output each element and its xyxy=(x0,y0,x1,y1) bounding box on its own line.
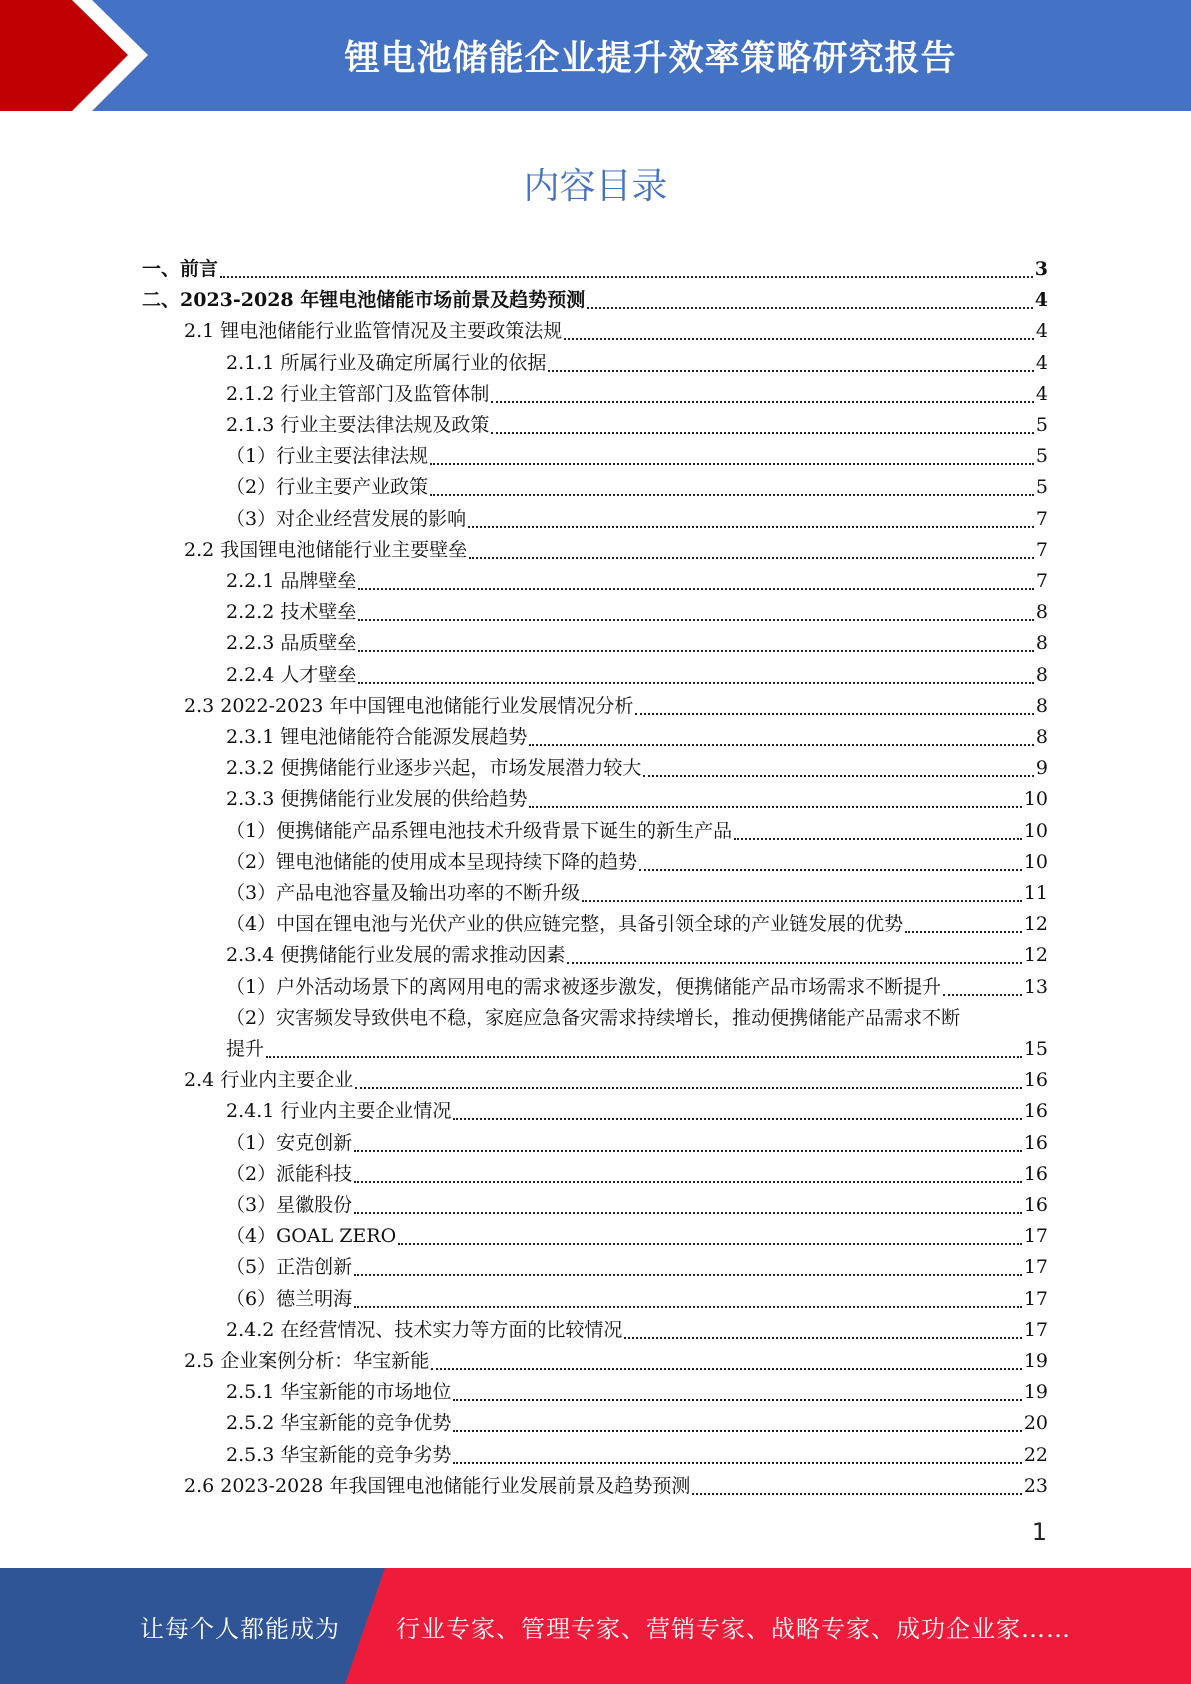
toc-entry-page: 10 xyxy=(1023,850,1048,873)
toc-entry-label: （1）户外活动场景下的离网用电的需求被逐步激发，便携储能产品市场需求不断提升 xyxy=(226,975,942,998)
toc-entry[interactable] xyxy=(226,1440,1048,1471)
toc-entry[interactable] xyxy=(226,1284,1048,1315)
toc-entry-label: 2.2 我国锂电池储能行业主要壁垒 xyxy=(184,538,468,561)
toc-entry-label: 2.4.1 行业内主要企业情况 xyxy=(226,1100,452,1123)
toc-entry-label: （3）对企业经营发展的影响 xyxy=(226,507,467,530)
toc-entry[interactable] xyxy=(226,1315,1048,1346)
toc-dot-leader xyxy=(354,1181,1022,1183)
toc-entry-page: 17 xyxy=(1023,1287,1048,1310)
toc-dot-leader xyxy=(220,276,1033,278)
toc-entry-label: （1）行业主要法律法规 xyxy=(226,445,429,468)
toc-entry-page: 19 xyxy=(1023,1381,1048,1404)
toc-dot-leader xyxy=(639,869,1022,871)
toc-entry-page: 16 xyxy=(1023,1194,1048,1216)
toc-entry[interactable] xyxy=(142,254,1048,285)
toc-dot-leader xyxy=(567,962,1021,964)
toc-entry-label: 2.4 行业内主要企业 xyxy=(184,1069,354,1092)
toc-entry[interactable] xyxy=(226,753,1048,784)
toc-dot-leader xyxy=(354,1274,1022,1276)
toc-entry[interactable] xyxy=(226,348,1048,379)
toc-dot-leader xyxy=(358,619,1034,621)
toc-entry-label: 一、前言 xyxy=(142,258,219,280)
toc-dot-leader xyxy=(491,401,1034,403)
toc-dot-leader xyxy=(358,650,1034,652)
toc-dot-leader xyxy=(529,744,1034,746)
toc-dot-leader xyxy=(529,806,1021,808)
toc-entry-label: 二、2023-2028 年锂电池储能市场前景及趋势预测 xyxy=(142,289,586,312)
toc-entry[interactable] xyxy=(226,628,1048,659)
toc-entry-label: （6）德兰明海 xyxy=(226,1287,353,1310)
toc-dot-leader xyxy=(354,1306,1022,1308)
toc-dot-leader xyxy=(582,900,1022,902)
toc-entry[interactable] xyxy=(226,660,1048,691)
toc-dot-leader xyxy=(468,526,1034,528)
toc-dot-leader xyxy=(358,588,1034,590)
toc-entry-page: 7 xyxy=(1035,507,1048,530)
toc-entry-label: 2.4.2 在经营情况、技术实力等方面的比较情况 xyxy=(226,1318,623,1341)
toc-entry[interactable] xyxy=(226,909,1048,940)
toc-entry-continuation[interactable] xyxy=(226,1034,1048,1065)
toc-dot-leader xyxy=(453,1462,1021,1464)
toc-entry[interactable] xyxy=(184,316,1048,347)
toc-entry[interactable] xyxy=(184,1065,1048,1096)
toc-entry-label: 2.2.2 技术壁垒 xyxy=(226,601,357,624)
toc-entry-label: 2.5 企业案例分析：华宝新能 xyxy=(184,1350,430,1372)
toc-entry[interactable] xyxy=(226,472,1048,503)
toc-entry-page: 7 xyxy=(1035,538,1048,561)
toc-entry-page: 13 xyxy=(1023,975,1048,998)
toc-entry-page: 22 xyxy=(1023,1443,1048,1466)
footer-slogan-right: 行业专家、管理专家、营销专家、战略专家、成功企业家…… xyxy=(396,1614,1071,1643)
toc-entry-page: 15 xyxy=(1023,1038,1048,1060)
toc-entry-label: 2.2.4 人才壁垒 xyxy=(226,663,357,686)
toc-entry-label: （1）安克创新 xyxy=(226,1131,353,1154)
toc-entry[interactable] xyxy=(226,940,1048,971)
toc-entry-page: 7 xyxy=(1035,570,1048,592)
toc-entry-label: 2.3 2022-2023 年中国锂电池储能行业发展情况分析 xyxy=(184,694,634,717)
toc-entry[interactable] xyxy=(184,1471,1048,1502)
toc-dot-leader xyxy=(734,838,1022,840)
toc-entry-label: （2）锂电池储能的使用成本呈现持续下降的趋势 xyxy=(226,850,638,873)
toc-entry-page: 9 xyxy=(1035,757,1048,780)
toc-dot-leader xyxy=(430,463,1034,465)
toc-dot-leader xyxy=(266,1056,1022,1058)
toc-entry-label: 2.6 2023-2028 年我国锂电池储能行业发展前景及趋势预测 xyxy=(184,1474,691,1497)
toc-entry[interactable] xyxy=(226,847,1048,878)
toc-entry-page: 8 xyxy=(1035,632,1048,655)
toc-dot-leader xyxy=(398,1243,1022,1245)
header-band xyxy=(0,0,1191,111)
toc-entry[interactable] xyxy=(226,566,1048,597)
toc-entry[interactable] xyxy=(226,1221,1048,1252)
toc-heading: 内容目录 xyxy=(523,166,668,207)
toc-entry-label: 2.2.1 品牌壁垒 xyxy=(226,570,357,592)
toc-entry-page: 8 xyxy=(1035,694,1048,717)
toc-dot-leader xyxy=(548,370,1034,372)
toc-entry-label: （3）星徽股份 xyxy=(226,1194,353,1216)
toc-entry[interactable] xyxy=(226,816,1048,847)
toc-entry-page: 11 xyxy=(1023,882,1048,904)
toc-entry-page: 16 xyxy=(1023,1069,1048,1092)
toc-entry[interactable] xyxy=(226,379,1048,410)
toc-entry[interactable] xyxy=(226,1252,1048,1283)
toc-entry-label: （2）灾害频发导致供电不稳，家庭应急备灾需求持续增长，推动便携储能产品需求不断 xyxy=(226,1006,961,1029)
toc-entry-page: 20 xyxy=(1023,1412,1048,1435)
toc-entry-label: 2.2.3 品质壁垒 xyxy=(226,632,357,655)
toc-entry-page: 17 xyxy=(1023,1225,1048,1248)
toc-entry[interactable] xyxy=(226,504,1048,535)
toc-entry[interactable] xyxy=(226,441,1048,472)
toc-entry[interactable] xyxy=(226,1096,1048,1127)
footer-slogan-left: 让每个人都能成为 xyxy=(140,1614,340,1643)
toc-dot-leader xyxy=(469,557,1034,559)
page-number: 1 xyxy=(1031,1518,1047,1546)
toc-entry-label: 2.5.1 华宝新能的市场地位 xyxy=(226,1381,452,1404)
toc-entry[interactable] xyxy=(226,722,1048,753)
toc-dot-leader xyxy=(431,1368,1022,1370)
toc-entry-label: 2.1.2 行业主管部门及监管体制 xyxy=(226,382,490,405)
toc-dot-leader xyxy=(643,775,1034,777)
report-title: 锂电池储能企业提升效率策略研究报告 xyxy=(344,38,957,79)
toc-entry-label: 2.1.3 行业主要法律法规及政策 xyxy=(226,414,490,436)
toc-entry-page: 4 xyxy=(1034,289,1048,312)
toc-entry[interactable] xyxy=(226,597,1048,628)
toc-entry[interactable] xyxy=(226,1377,1048,1408)
toc-entry[interactable] xyxy=(226,784,1048,815)
toc-dot-leader xyxy=(587,307,1033,309)
toc-entry-page: 5 xyxy=(1035,414,1048,436)
toc-dot-leader xyxy=(453,1430,1021,1432)
toc-entry-page: 16 xyxy=(1023,1162,1048,1185)
toc-entry-label: 提升 xyxy=(226,1038,265,1060)
toc-entry-page: 4 xyxy=(1035,320,1048,343)
toc-entry-page: 17 xyxy=(1023,1318,1048,1341)
toc-entry-page: 8 xyxy=(1035,601,1048,624)
toc-entry-label: （5）正浩创新 xyxy=(226,1256,353,1279)
toc-dot-leader xyxy=(491,432,1034,434)
toc-entry-page: 3 xyxy=(1034,258,1048,280)
toc-entry-label: 2.1 锂电池储能行业监管情况及主要政策法规 xyxy=(184,320,563,343)
toc-entry-page: 5 xyxy=(1035,445,1048,468)
toc-entry-page: 8 xyxy=(1035,663,1048,686)
toc-entry-label: 2.3.2 便携储能行业逐步兴起，市场发展潜力较大 xyxy=(226,757,642,780)
toc-dot-leader xyxy=(635,713,1033,715)
toc-dot-leader xyxy=(943,994,1022,996)
toc-entry[interactable] xyxy=(142,285,1048,316)
toc-entry-page: 10 xyxy=(1023,788,1048,811)
toc-dot-leader xyxy=(624,1337,1021,1339)
toc-entry-label: （2）派能科技 xyxy=(226,1162,353,1185)
toc-entry-page: 17 xyxy=(1023,1256,1048,1279)
toc-entry[interactable] xyxy=(184,535,1048,566)
toc-entry-page: 4 xyxy=(1035,382,1048,405)
toc-entry-label: （1）便携储能产品系锂电池技术升级背景下诞生的新生产品 xyxy=(226,819,733,842)
toc-dot-leader xyxy=(564,338,1034,340)
toc-entry-label: （3）产品电池容量及输出功率的不断升级 xyxy=(226,882,581,904)
toc-dot-leader xyxy=(692,1493,1021,1495)
toc-entry-page: 19 xyxy=(1023,1350,1048,1372)
toc-entry[interactable] xyxy=(226,410,1048,441)
toc-entry-label: 2.1.1 所属行业及确定所属行业的依据 xyxy=(226,351,547,374)
toc-entry-label: （4）GOAL ZERO xyxy=(226,1225,397,1248)
toc-entry-label: 2.3.3 便携储能行业发展的供给趋势 xyxy=(226,788,528,811)
toc-entry[interactable] xyxy=(184,691,1048,722)
toc-entry-page: 12 xyxy=(1023,944,1048,967)
toc-entry[interactable] xyxy=(226,1128,1048,1159)
toc-entry-page: 12 xyxy=(1023,913,1048,936)
footer-band xyxy=(0,1568,1191,1684)
toc-dot-leader xyxy=(430,494,1034,496)
toc-entry[interactable] xyxy=(226,1003,1048,1034)
toc-entry-page: 16 xyxy=(1023,1131,1048,1154)
toc-dot-leader xyxy=(453,1399,1021,1401)
toc-entry[interactable] xyxy=(184,1346,1048,1377)
toc-entry[interactable] xyxy=(226,878,1048,909)
toc-entry[interactable] xyxy=(226,972,1048,1003)
toc-dot-leader xyxy=(358,682,1034,684)
toc-entry-label: 2.5.2 华宝新能的竞争优势 xyxy=(226,1412,452,1435)
toc-entry-page: 16 xyxy=(1023,1100,1048,1123)
toc-entry-page: 10 xyxy=(1023,819,1048,842)
toc-dot-leader xyxy=(905,931,1022,933)
toc-dot-leader xyxy=(354,1212,1022,1214)
toc-entry-label: 2.5.3 华宝新能的竞争劣势 xyxy=(226,1443,452,1466)
toc-entry-label: （4）中国在锂电池与光伏产业的供应链完整，具备引领全球的产业链发展的优势 xyxy=(226,913,904,936)
toc-dot-leader xyxy=(355,1087,1022,1089)
toc-entry-label: 2.3.4 便携储能行业发展的需求推动因素 xyxy=(226,944,566,967)
toc-dot-leader xyxy=(354,1150,1022,1152)
toc-entry-page: 4 xyxy=(1035,351,1048,374)
toc-entry[interactable] xyxy=(226,1159,1048,1190)
toc-entry[interactable] xyxy=(226,1408,1048,1439)
toc-entry-page: 5 xyxy=(1035,476,1048,499)
toc-dot-leader xyxy=(453,1118,1021,1120)
toc-entry-label: 2.3.1 锂电池储能符合能源发展趋势 xyxy=(226,726,528,748)
toc-entry-label: （2）行业主要产业政策 xyxy=(226,476,429,499)
toc-entry[interactable] xyxy=(226,1190,1048,1221)
toc-entry-page: 23 xyxy=(1023,1474,1048,1497)
toc-entry-page: 8 xyxy=(1035,726,1048,748)
